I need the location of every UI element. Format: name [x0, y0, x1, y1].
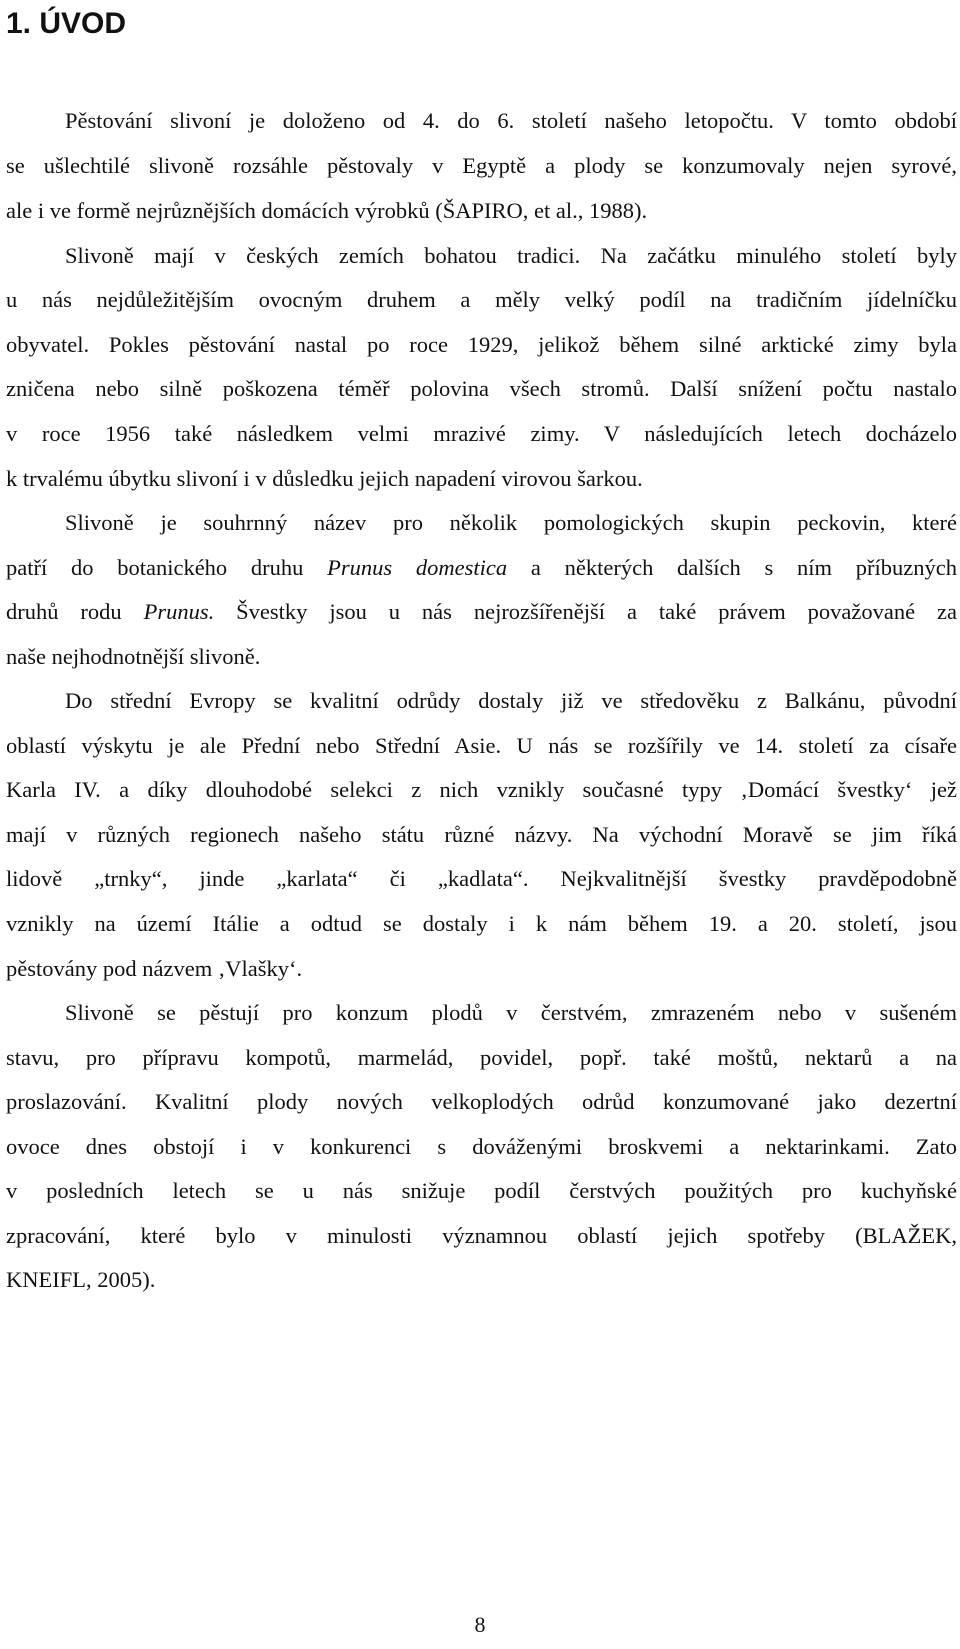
- paragraph-2-line-1: Slivoně mají v českých zemích bohatou tradici. Na začátku minulého století byly: [65, 243, 957, 268]
- paragraph-3-line-2-text: patří do botanického druhu: [6, 555, 328, 580]
- paragraph-3-line-4: naše nejhodnotnější slivoně.: [6, 644, 261, 669]
- paragraph-2-line-4: zničena nebo silně poškozena téměř polovina všech stromů. Další snížení počtu nastalo: [6, 376, 957, 401]
- paragraph-5-line-3: proslazování. Kvalitní plody nových velkoplodých odrůd konzumované jako dezertní: [6, 1089, 957, 1114]
- paragraph-2-line-5: v roce 1956 také následkem velmi mrazivé zimy. V následujících letech docházelo: [6, 421, 957, 446]
- paragraph-3-line-2: [6, 545, 957, 591]
- paragraph-5-line-5: v posledních letech se u nás snižuje podíl čerstvých použitých pro kuchyňské: [6, 1178, 957, 1203]
- paragraph-1-line-1: Pěstování slivoní je doloženo od 4. do 6. století našeho letopočtu. V tomto období: [65, 108, 957, 133]
- paragraph-4-line-5: lidově „trnky“, jinde „karlata“ či „kadlata“. Nejkvalitnější švestky pravděpodobně: [6, 866, 957, 891]
- paragraph-2-line-3: obyvatel. Pokles pěstování nastal po roce 1929, jelikož během silné arktické zimy byla: [6, 332, 957, 357]
- paragraph-2-line-2: u nás nejdůležitějším ovocným druhem a měly velký podíl na tradičním jídelníčku: [6, 287, 957, 312]
- paragraph-5-line-6: zpracování, které bylo v minulosti významnou oblastí jejich spotřeby (BLAŽEK,: [6, 1223, 957, 1248]
- paragraph-4-line-1: Do střední Evropy se kvalitní odrůdy dostaly již ve středověku z Balkánu, původní: [65, 688, 957, 713]
- paragraph-4-line-6: vznikly na území Itálie a odtud se dostaly i k nám během 19. a 20. století, jsou: [6, 911, 957, 936]
- paragraph-4-line-3: Karla IV. a díky dlouhodobé selekci z nich vznikly současné typy ‚Domácí švestky‘ jež: [6, 777, 957, 802]
- paragraph-1-line-2: se ušlechtilé slivoně rozsáhle pěstovaly v Egyptě a plody se konzumovaly nejen syrové,: [6, 153, 957, 178]
- paragraph-1-line-3: ale i ve formě nejrůznějších domácích výrobků (ŠAPIRO, et al., 1988).: [6, 198, 648, 223]
- paragraph-5-line-1: Slivoně se pěstují pro konzum plodů v čerstvém, zmrazeném nebo v sušeném: [65, 1000, 957, 1025]
- page-number: 8: [474, 1612, 486, 1637]
- species-name: Prunus domestica: [327, 555, 508, 580]
- paragraph-4-line-2: oblastí výskytu je ale Přední nebo Střední Asie. U nás se rozšířily ve 14. století za císaře: [6, 733, 957, 758]
- paragraph-3-line-1: Slivoně je souhrnný název pro několik pomologických skupin peckovin, které: [65, 510, 957, 535]
- section-heading: 1. ÚVOD: [6, 7, 127, 40]
- paragraph-3-line-2-rest: a některých dalších s ním příbuzných: [507, 555, 957, 580]
- paragraph-5-line-4: ovoce dnes obstojí i v konkurenci s dováženými broskvemi a nektarinkami. Zato: [6, 1134, 957, 1159]
- paragraph-4-line-4: mají v různých regionech našeho státu různé názvy. Na východní Moravě se jim říká: [6, 822, 957, 847]
- paragraph-5-line-7: KNEIFL, 2005).: [6, 1267, 156, 1292]
- paragraph-3-line-3: [6, 589, 957, 635]
- paragraph-5-line-2: stavu, pro přípravu kompotů, marmelád, povidel, popř. také moštů, nektarů a na: [6, 1045, 957, 1070]
- paragraph-2-line-6: k trvalému úbytku slivoní i v důsledku jejich napadení virovou šarkou.: [6, 466, 643, 491]
- paragraph-3-line-3-rest: Švestky jsou u nás nejrozšířenější a také právem považované za: [214, 599, 957, 624]
- paragraph-3-line-3-text: druhů rodu: [6, 599, 144, 624]
- genus-name: Prunus.: [143, 599, 215, 624]
- paragraph-4-line-7: pěstovány pod názvem ‚Vlašky‘.: [6, 956, 303, 981]
